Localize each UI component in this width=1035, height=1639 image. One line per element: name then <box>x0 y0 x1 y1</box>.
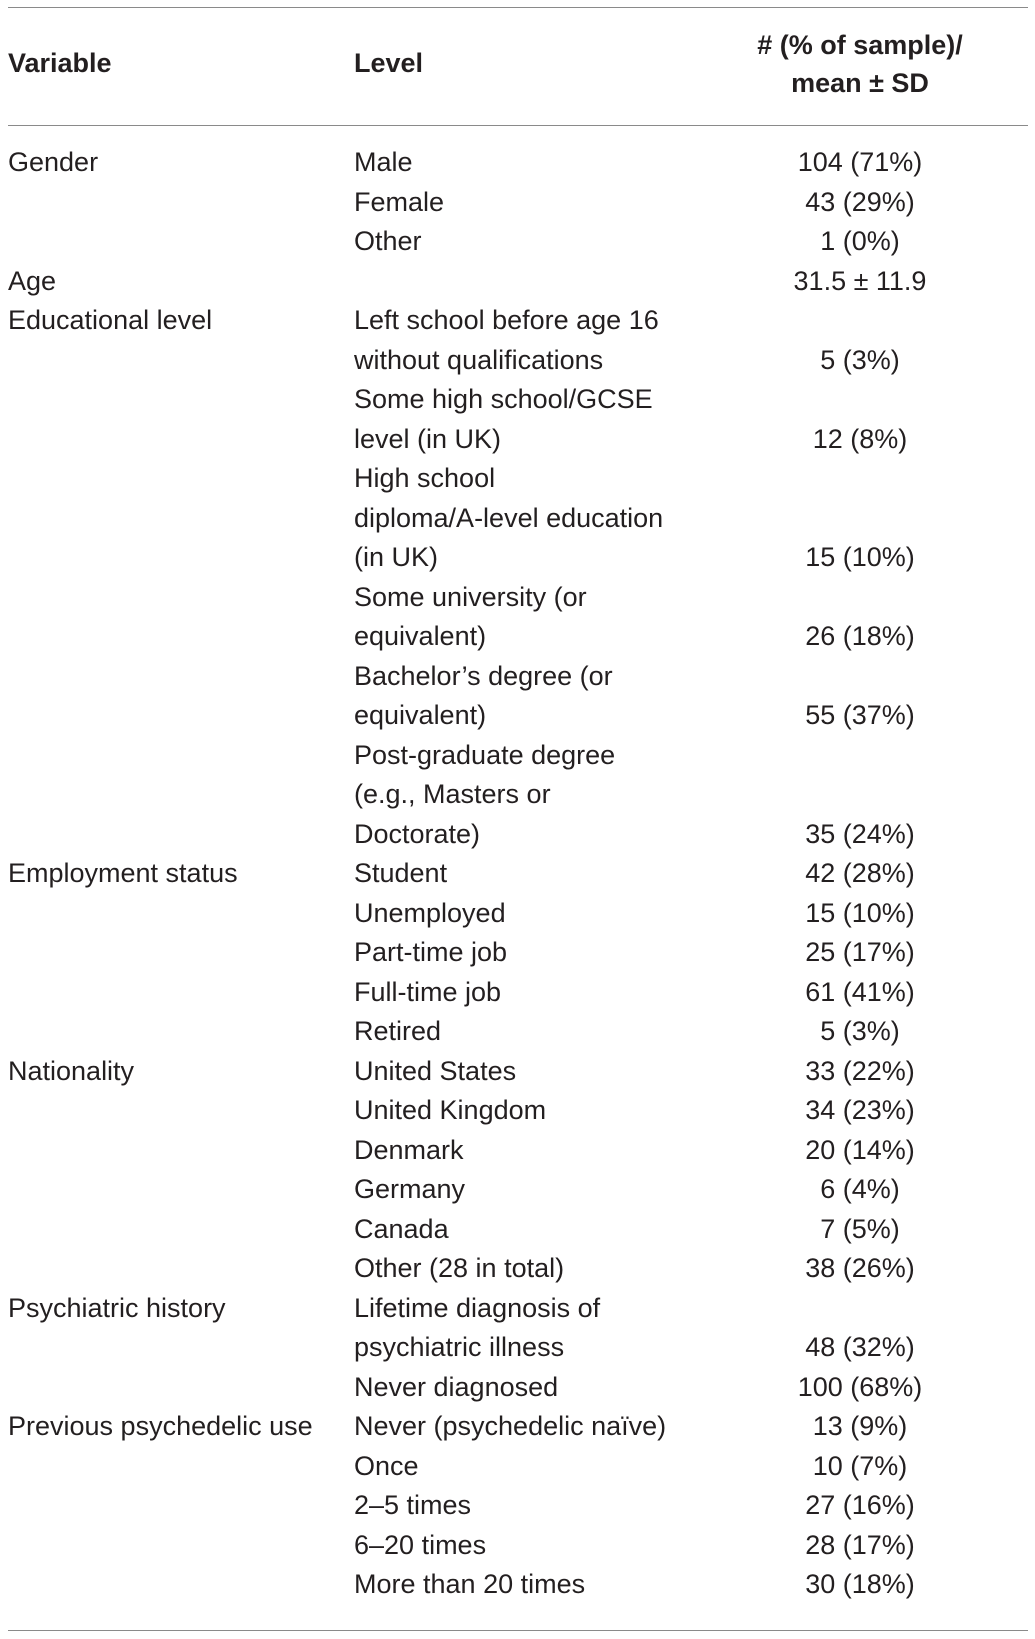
row-value-cell: 31.5 ± 11.9 <box>793 265 927 296</box>
row-value-cell: 15 (10%) <box>805 542 915 572</box>
row-level-cell: Doctorate) <box>354 818 481 849</box>
row-value-cell: 35 (24%) <box>805 818 915 849</box>
row-level-cell: Lifetime diagnosis of <box>354 1292 601 1323</box>
row-level-cell: 6–20 times <box>354 1529 487 1560</box>
header-variable: Variable <box>8 48 112 78</box>
row-value-cell: 34 (23%) <box>805 1095 915 1125</box>
row-level-cell: Unemployed <box>354 897 506 928</box>
row-value-cell: 61 (41%) <box>805 976 915 1007</box>
row-level-cell: United Kingdom <box>354 1095 547 1125</box>
row-level-cell: (in UK) <box>354 542 439 572</box>
row-level-cell: equivalent) <box>354 700 487 730</box>
row-level-cell: Some university (or <box>354 581 587 612</box>
row-level-cell: Part-time job <box>354 937 508 967</box>
row-level-cell: Post-graduate degree <box>354 739 616 770</box>
row-level-cell: Canada <box>354 1213 449 1244</box>
row-level-cell: Retired <box>354 1016 442 1046</box>
row-value-cell: 38 (26%) <box>805 1253 915 1283</box>
row-value-cell: 15 (10%) <box>805 897 915 928</box>
row-value-cell: 5 (3%) <box>820 344 900 375</box>
header-level: Level <box>354 48 424 78</box>
row-level-cell: diploma/A-level education <box>354 502 664 533</box>
row-value-cell: 26 (18%) <box>805 621 915 651</box>
row-variable-cell: Psychiatric history <box>8 1292 226 1323</box>
row-variable-cell: Employment status <box>8 858 238 888</box>
row-value-cell: 7 (5%) <box>820 1213 900 1244</box>
row-level-cell: equivalent) <box>354 621 487 651</box>
row-value-cell: 28 (17%) <box>805 1529 915 1560</box>
row-level-cell: Once <box>354 1450 419 1481</box>
row-value-cell: 25 (17%) <box>805 937 915 967</box>
row-level-cell: Bachelor’s degree (or <box>354 660 613 691</box>
row-variable-cell: Previous psychedelic use <box>8 1411 313 1441</box>
row-value-cell: 33 (22%) <box>805 1055 915 1086</box>
row-value-cell: 20 (14%) <box>805 1134 915 1165</box>
row-level-cell: Denmark <box>354 1134 464 1165</box>
row-value-cell: 43 (29%) <box>805 186 915 217</box>
row-level-cell: Other (28 in total) <box>354 1253 565 1283</box>
header-value-line2: mean ± SD <box>791 68 929 98</box>
row-variable-cell: Gender <box>8 147 99 177</box>
header-value-line1: # (% of sample)/ <box>757 30 963 60</box>
row-level-cell: without qualifications <box>354 344 604 375</box>
row-variable-cell: Age <box>8 265 57 296</box>
row-level-cell: psychiatric illness <box>354 1332 565 1362</box>
row-level-cell: 2–5 times <box>354 1490 472 1520</box>
row-level-cell: Left school before age 16 <box>354 305 659 335</box>
row-level-cell: Female <box>354 186 445 217</box>
row-level-cell: level (in UK) <box>354 423 502 454</box>
row-level-cell: Full-time job <box>354 976 502 1007</box>
row-value-cell: 27 (16%) <box>805 1490 915 1520</box>
row-value-cell: 104 (71%) <box>797 147 923 177</box>
row-level-cell: Germany <box>354 1174 466 1204</box>
row-level-cell: (e.g., Masters or <box>354 779 551 809</box>
row-value-cell: 13 (9%) <box>812 1411 908 1441</box>
row-variable-cell: Educational level <box>8 305 213 335</box>
row-level-cell: Male <box>354 147 413 177</box>
row-level-cell: Other <box>354 226 422 256</box>
row-level-cell: More than 20 times <box>354 1569 586 1599</box>
row-value-cell: 1 (0%) <box>820 226 900 256</box>
row-level-cell: Some high school/GCSE <box>354 384 653 414</box>
row-level-cell: Student <box>354 858 448 888</box>
row-value-cell: 5 (3%) <box>820 1016 900 1046</box>
row-level-cell: Never diagnosed <box>354 1371 559 1402</box>
row-level-cell: United States <box>354 1055 517 1086</box>
row-variable-cell: Nationality <box>8 1055 135 1086</box>
row-level-cell: High school <box>354 463 496 493</box>
row-value-cell: 30 (18%) <box>805 1569 915 1599</box>
row-value-cell: 42 (28%) <box>805 858 915 888</box>
row-value-cell: 48 (32%) <box>805 1332 915 1362</box>
row-value-cell: 55 (37%) <box>805 700 915 730</box>
row-value-cell: 12 (8%) <box>812 423 908 454</box>
row-value-cell: 100 (68%) <box>797 1371 923 1402</box>
row-value-cell: 6 (4%) <box>820 1174 900 1204</box>
row-level-cell: Never (psychedelic naïve) <box>354 1411 667 1441</box>
row-value-cell: 10 (7%) <box>812 1450 908 1481</box>
table-bottom-rule <box>8 1630 1028 1631</box>
